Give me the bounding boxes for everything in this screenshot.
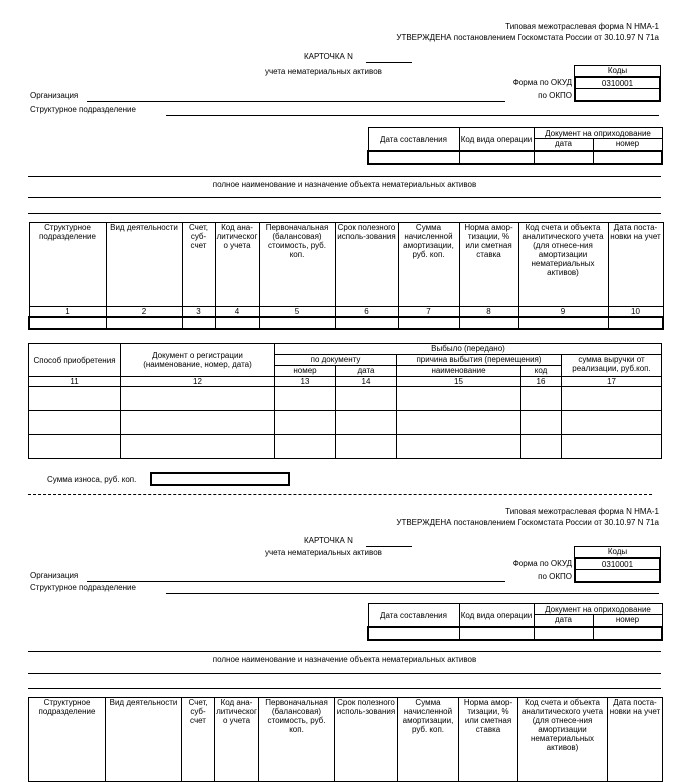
col-number: 8 (459, 307, 518, 318)
revenue-label: сумма выручки от реализации, руб.коп. (562, 355, 662, 377)
date-value[interactable] (368, 627, 459, 640)
card-number-line (366, 62, 412, 63)
table-cell[interactable] (336, 387, 397, 411)
disposed-label: Выбыло (передано) (275, 344, 662, 355)
okud-value: 0310001 (574, 557, 661, 570)
col-account: Счет, суб-счет (182, 223, 215, 307)
doc-number: номер (593, 615, 662, 627)
table-cell[interactable] (521, 435, 562, 459)
table-cell[interactable] (521, 411, 562, 435)
doc-date: дата (534, 139, 593, 151)
col-analytic-code: Код ана-литического учета (215, 698, 259, 782)
date-label: Дата составления (368, 604, 459, 628)
okud-label: Форма по ОКУД (512, 78, 572, 87)
table-cell[interactable] (259, 317, 335, 329)
col-amortization-rate: Норма амор-тизации, % или сметная ставка (459, 698, 518, 782)
card-title: КАРТОЧКА N (304, 52, 353, 61)
col-number: 5 (259, 307, 335, 318)
department-label: Структурное подразделение (30, 583, 136, 592)
table-cell[interactable] (518, 317, 608, 329)
department-line (166, 115, 659, 116)
col-number: 12 (121, 377, 275, 387)
col-number: 3 (182, 307, 215, 318)
object-caption: полное наименование и назначение объекта нематериальных активов (212, 655, 477, 664)
doc-date: дата (534, 615, 593, 627)
object-caption: полное наименование и назначение объекта нематериальных активов (212, 180, 477, 189)
col-registration-date: Дата поста-новки на учет (608, 698, 663, 782)
main-table (28, 222, 664, 330)
table-cell[interactable] (459, 317, 518, 329)
col-account-code: Код счета и объекта аналитического учета (для отнесе-ния амортизации нематериальных активов) (518, 223, 608, 307)
col-amortization-sum: Сумма начисленной амортизации, руб. коп. (398, 223, 459, 307)
card-number-line (366, 546, 412, 547)
okpo-value (574, 569, 661, 583)
organization-line (87, 581, 505, 582)
doc-table (367, 127, 663, 165)
main-table (28, 697, 663, 782)
col-number: 7 (398, 307, 459, 318)
wear-input[interactable] (150, 472, 290, 486)
col-number: 17 (562, 377, 662, 387)
col-activity: Вид деятельности (106, 223, 182, 307)
okpo-value (574, 88, 661, 102)
col-number: 4 (215, 307, 259, 318)
col-number: 10 (608, 307, 663, 318)
by-doc-label: по документу (275, 355, 397, 366)
registration-label: Документ о регистрации (наименование, номер, дата) (121, 344, 275, 377)
wear-label: Сумма износа, руб. коп. (47, 475, 137, 484)
op-code-value[interactable] (459, 151, 534, 164)
codes-header: Коды (574, 546, 661, 558)
card-subtitle: учета нематериальных активов (265, 67, 382, 76)
col-number: 11 (29, 377, 121, 387)
object-line-2 (28, 197, 661, 198)
object-line-2 (28, 673, 661, 674)
table-cell[interactable] (397, 411, 521, 435)
col-department: Структурное подразделение (29, 223, 106, 307)
table-cell[interactable] (29, 317, 106, 329)
cut-line (28, 494, 652, 495)
col-number: 9 (518, 307, 608, 318)
col-number: 6 (335, 307, 398, 318)
col-number: 14 (336, 377, 397, 387)
date-label: дата (336, 366, 397, 377)
table-cell[interactable] (397, 387, 521, 411)
okpo-label: по ОКПО (538, 91, 572, 100)
doc-number-value[interactable] (593, 151, 662, 164)
name-label: наименование (397, 366, 521, 377)
object-line-3 (28, 213, 661, 214)
table-cell[interactable] (562, 411, 662, 435)
doc-number: номер (593, 139, 662, 151)
table-cell[interactable] (562, 387, 662, 411)
col-amortization-rate: Норма амор-тизации, % или сметная ставка (459, 223, 518, 307)
table-cell[interactable] (335, 317, 398, 329)
table-cell[interactable] (29, 411, 121, 435)
approved-note: УТВЕРЖДЕНА постановлением Госкомстата России от 30.10.97 N 71а (396, 33, 659, 42)
approved-note: УТВЕРЖДЕНА постановлением Госкомстата России от 30.10.97 N 71а (396, 518, 659, 527)
col-number: 2 (106, 307, 182, 318)
table-cell[interactable] (336, 411, 397, 435)
table-cell[interactable] (106, 317, 182, 329)
col-initial-cost: Первоначальная (балансовая) стоимость, руб. коп. (259, 223, 335, 307)
department-line (166, 593, 659, 594)
doc-number-value[interactable] (593, 627, 662, 640)
table-cell[interactable] (121, 435, 275, 459)
table-cell[interactable] (608, 317, 663, 329)
col-account-code: Код счета и объекта аналитического учета (для отнесе-ния амортизации нематериальных активов) (518, 698, 608, 782)
department-label: Структурное подразделение (30, 105, 136, 114)
op-code-value[interactable] (459, 627, 534, 640)
table-cell[interactable] (521, 387, 562, 411)
object-line-3 (28, 688, 661, 689)
col-number: 1 (29, 307, 106, 318)
card-title: КАРТОЧКА N (304, 536, 353, 545)
col-number: 13 (275, 377, 336, 387)
doc-label: Документ на оприходование (534, 604, 662, 615)
col-analytic-code: Код ана-литического учета (215, 223, 259, 307)
table-cell[interactable] (215, 317, 259, 329)
acquisition-label: Способ приобретения (29, 344, 121, 377)
table-cell[interactable] (562, 435, 662, 459)
table-cell[interactable] (275, 411, 336, 435)
col-number: 15 (397, 377, 521, 387)
table-cell[interactable] (121, 411, 275, 435)
col-useful-life: Срок полезного исполь-зования (335, 698, 398, 782)
doc-label: Документ на оприходование (534, 128, 662, 139)
col-useful-life: Срок полезного исполь-зования (335, 223, 398, 307)
date-label: Дата составления (368, 128, 459, 152)
table-cell[interactable] (29, 387, 121, 411)
table-cell[interactable] (397, 435, 521, 459)
object-line-1 (28, 176, 661, 177)
op-code-label: Код вида операции (459, 604, 534, 628)
op-code-label: Код вида операции (459, 128, 534, 152)
object-line-1 (28, 651, 661, 652)
col-amortization-sum: Сумма начисленной амортизации, руб. коп. (398, 698, 459, 782)
codes-header: Коды (574, 65, 661, 77)
okud-value: 0310001 (574, 76, 661, 89)
table-cell[interactable] (398, 317, 459, 329)
table-cell[interactable] (275, 435, 336, 459)
form-type: Типовая межотраслевая форма N НМА-1 (505, 22, 659, 31)
disposal-table (28, 343, 662, 459)
code-label: код (521, 366, 562, 377)
col-account: Счет, суб-счет (182, 698, 215, 782)
card-subtitle: учета нематериальных активов (265, 548, 382, 557)
okud-label: Форма по ОКУД (512, 559, 572, 568)
table-cell[interactable] (336, 435, 397, 459)
form-type: Типовая межотраслевая форма N НМА-1 (505, 507, 659, 516)
table-cell[interactable] (29, 435, 121, 459)
table-cell[interactable] (121, 387, 275, 411)
organization-line (87, 101, 505, 102)
col-registration-date: Дата поста-новки на учет (608, 223, 663, 307)
table-cell[interactable] (275, 387, 336, 411)
okpo-label: по ОКПО (538, 572, 572, 581)
number-label: номер (275, 366, 336, 377)
col-initial-cost: Первоначальная (балансовая) стоимость, руб. коп. (259, 698, 335, 782)
col-department: Структурное подразделение (29, 698, 106, 782)
organization-label: Организация (30, 91, 79, 100)
col-activity: Вид деятельности (106, 698, 182, 782)
table-cell[interactable] (182, 317, 215, 329)
doc-date-value[interactable] (534, 151, 593, 164)
date-value[interactable] (368, 151, 459, 164)
organization-label: Организация (30, 571, 79, 580)
doc-date-value[interactable] (534, 627, 593, 640)
reason-label: причина выбытия (перемещения) (397, 355, 562, 366)
col-number: 16 (521, 377, 562, 387)
doc-table (367, 603, 663, 641)
